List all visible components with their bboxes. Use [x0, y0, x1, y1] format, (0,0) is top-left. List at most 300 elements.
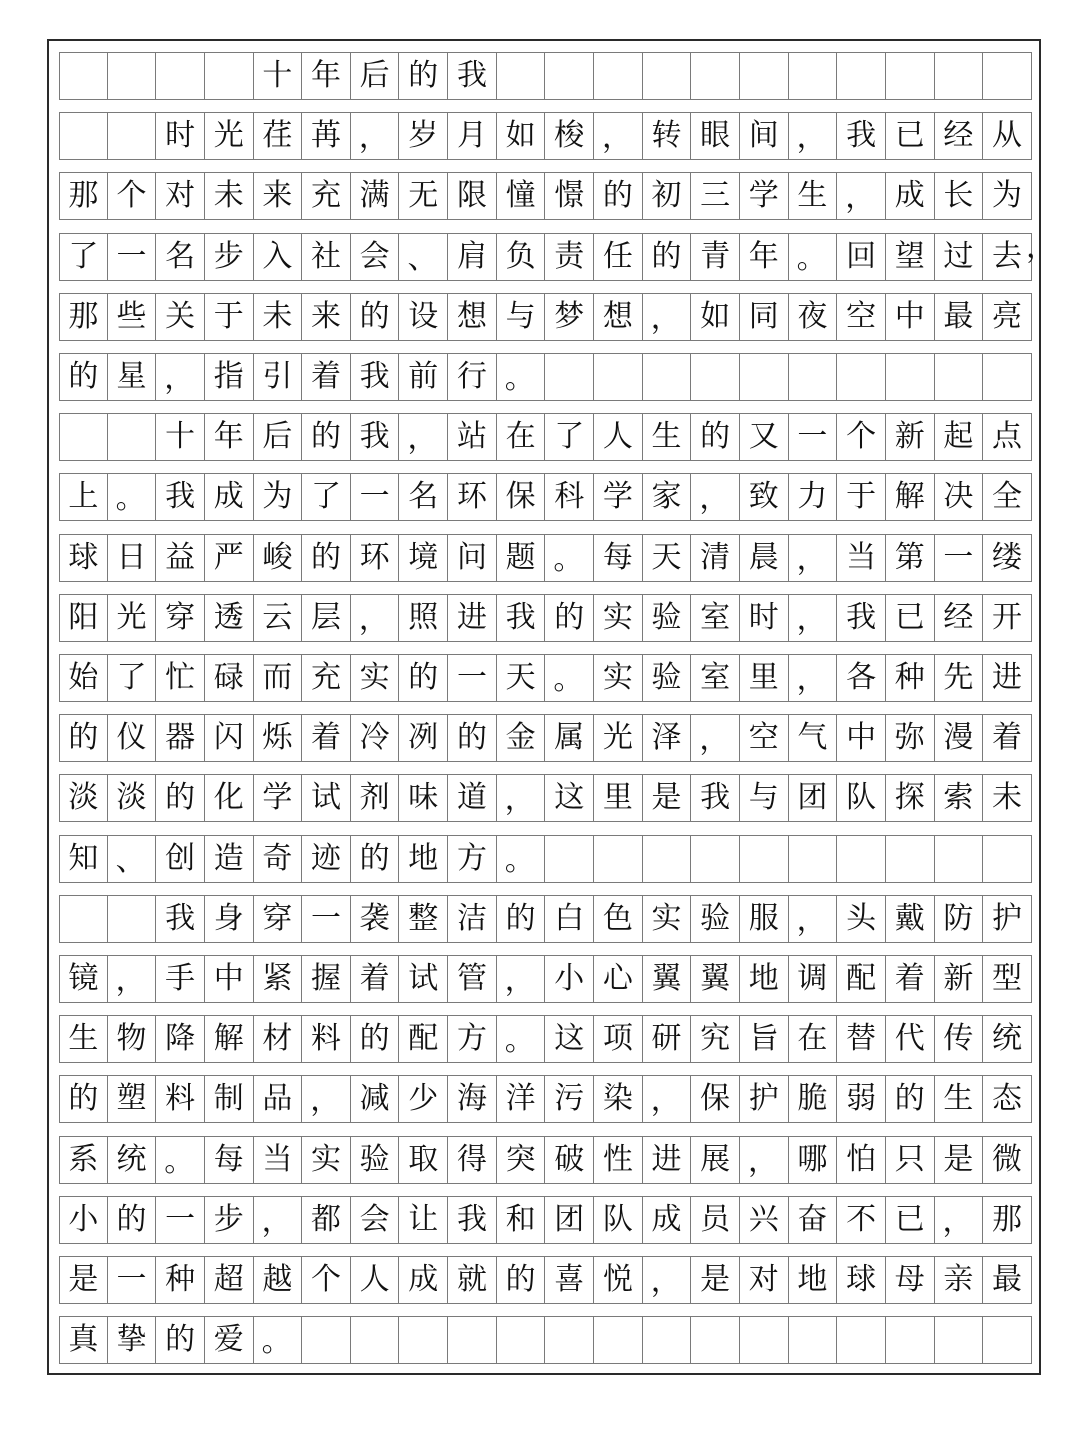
grid-cell: 中: [886, 293, 935, 341]
grid-cell: 球: [59, 534, 108, 582]
grid-cell: 前: [399, 353, 448, 401]
grid-cell: 为: [254, 473, 303, 521]
grid-cell: [789, 835, 838, 883]
grid-cell: 去: [983, 233, 1032, 281]
grid-row: [59, 1256, 1032, 1304]
grid-cell: 与: [740, 774, 789, 822]
grid-row: [59, 233, 1032, 281]
grid-cell: 母: [886, 1256, 935, 1304]
grid-cell: 实: [351, 654, 400, 702]
grid-cell: 决: [935, 473, 984, 521]
grid-cell: 的: [594, 172, 643, 220]
grid-cell: 的: [59, 1075, 108, 1123]
grid-cell: 设: [399, 293, 448, 341]
grid-cell: [789, 1316, 838, 1364]
grid-cell: 已: [886, 594, 935, 642]
grid-cell: ，: [254, 1196, 303, 1244]
grid-cell: 管: [448, 955, 497, 1003]
grid-cell: 一: [108, 1256, 157, 1304]
grid-cell: 室: [691, 654, 740, 702]
grid-cell: 名: [399, 473, 448, 521]
grid-cell: ，: [789, 112, 838, 160]
grid-cell: [935, 835, 984, 883]
grid-cell: 旨: [740, 1015, 789, 1063]
grid-cell: 着: [983, 714, 1032, 762]
grid-cell: 来: [254, 172, 303, 220]
grid-cell: 年: [740, 233, 789, 281]
grid-cell: 社: [302, 233, 351, 281]
grid-cell: 成: [643, 1196, 692, 1244]
grid-row: [59, 1136, 1032, 1184]
grid-cell: 限: [448, 172, 497, 220]
grid-cell: 保: [691, 1075, 740, 1123]
grid-cell: 进: [983, 654, 1032, 702]
grid-cell: 十: [156, 413, 205, 461]
grid-cell: 方: [448, 835, 497, 883]
grid-cell: 漫: [935, 714, 984, 762]
grid-row: [59, 1316, 1032, 1364]
grid-cell: [935, 1316, 984, 1364]
grid-cell: 在: [789, 1015, 838, 1063]
grid-cell: [740, 835, 789, 883]
grid-cell: 着: [302, 353, 351, 401]
grid-cell: 服: [740, 895, 789, 943]
grid-cell: [594, 835, 643, 883]
grid-cell: 里: [594, 774, 643, 822]
grid-cell: 已: [886, 112, 935, 160]
grid-cell: 的: [545, 594, 594, 642]
grid-cell: 冽: [399, 714, 448, 762]
grid-cell: 憧: [497, 172, 546, 220]
grid-cell: 题: [497, 534, 546, 582]
grid-cell: 的: [59, 353, 108, 401]
grid-cell: [691, 835, 740, 883]
grid-cell: 淡: [59, 774, 108, 822]
grid-cell: 境: [399, 534, 448, 582]
grid-cell: 的: [156, 1316, 205, 1364]
grid-cell: 造: [205, 835, 254, 883]
grid-cell: [545, 835, 594, 883]
grid-cell: [691, 52, 740, 100]
grid-row: [59, 714, 1032, 762]
grid-cell: 光: [108, 594, 157, 642]
grid-cell: 一: [156, 1196, 205, 1244]
grid-cell: 进: [448, 594, 497, 642]
grid-row: [59, 1075, 1032, 1123]
grid-cell: 透: [205, 594, 254, 642]
grid-cell: 不: [837, 1196, 886, 1244]
grid-cell: 个: [837, 413, 886, 461]
grid-cell: 替: [837, 1015, 886, 1063]
grid-cell: 降: [156, 1015, 205, 1063]
grid-cell: 实: [643, 895, 692, 943]
grid-cell: 新: [886, 413, 935, 461]
grid-cell: 握: [302, 955, 351, 1003]
grid-cell: [886, 1316, 935, 1364]
grid-cell: 弱: [837, 1075, 886, 1123]
grid-row: [59, 955, 1032, 1003]
grid-cell: ，: [935, 1196, 984, 1244]
grid-cell: 品: [254, 1075, 303, 1123]
grid-cell: 淡: [108, 774, 157, 822]
grid-cell: 道: [448, 774, 497, 822]
grid-cell: 脆: [789, 1075, 838, 1123]
grid-cell: 保: [497, 473, 546, 521]
grid-cell: [740, 52, 789, 100]
grid-cell: 初: [643, 172, 692, 220]
grid-cell: 荏: [254, 112, 303, 160]
grid-cell: [740, 1316, 789, 1364]
grid-cell: 忙: [156, 654, 205, 702]
grid-cell: 验: [351, 1136, 400, 1184]
grid-cell: [886, 835, 935, 883]
grid-cell: 整: [399, 895, 448, 943]
grid-cell: 长: [935, 172, 984, 220]
grid-cell: 关: [156, 293, 205, 341]
grid-cell: 我: [156, 895, 205, 943]
grid-cell: 。: [108, 473, 157, 521]
grid-cell: 后: [351, 52, 400, 100]
grid-cell: 层: [302, 594, 351, 642]
grid-cell: 。: [156, 1136, 205, 1184]
grid-cell: ，: [643, 293, 692, 341]
grid-cell: 了: [545, 413, 594, 461]
grid-cell: 与: [497, 293, 546, 341]
grid-cell: 月: [448, 112, 497, 160]
grid-cell: 解: [886, 473, 935, 521]
grid-cell: 行: [448, 353, 497, 401]
grid-cell: 着: [351, 955, 400, 1003]
grid-cell: 冷: [351, 714, 400, 762]
grid-cell: ，: [399, 413, 448, 461]
grid-cell: ，: [108, 955, 157, 1003]
grid-cell: 了: [108, 654, 157, 702]
grid-cell: [108, 895, 157, 943]
grid-cell: 青: [691, 233, 740, 281]
grid-cell: ，: [691, 473, 740, 521]
grid-cell: 物: [108, 1015, 157, 1063]
grid-cell: 的: [886, 1075, 935, 1123]
grid-cell: [59, 895, 108, 943]
grid-cell: 生: [935, 1075, 984, 1123]
grid-cell: 系: [59, 1136, 108, 1184]
grid-cell: 入: [254, 233, 303, 281]
grid-cell: 这: [545, 774, 594, 822]
grid-cell: [837, 52, 886, 100]
grid-cell: 验: [691, 895, 740, 943]
grid-cell: 的: [399, 52, 448, 100]
grid-cell: [886, 353, 935, 401]
grid-cell: 。: [545, 654, 594, 702]
grid-cell: 材: [254, 1015, 303, 1063]
grid-cell: 三: [691, 172, 740, 220]
grid-cell: 光: [594, 714, 643, 762]
grid-cell: 是: [643, 774, 692, 822]
grid-cell: 实: [594, 594, 643, 642]
grid-cell: ，: [351, 112, 400, 160]
grid-cell: 同: [740, 293, 789, 341]
grid-cell: 一: [789, 413, 838, 461]
grid-cell: 突: [497, 1136, 546, 1184]
grid-cell: 球: [837, 1256, 886, 1304]
grid-cell: 穿: [156, 594, 205, 642]
grid-row: [59, 835, 1032, 883]
grid-cell: 的: [302, 534, 351, 582]
grid-cell: 索: [935, 774, 984, 822]
grid-row: [59, 654, 1032, 702]
grid-cell: [59, 413, 108, 461]
grid-cell: 岁: [399, 112, 448, 160]
grid-cell: 晨: [740, 534, 789, 582]
grid-cell: 个: [302, 1256, 351, 1304]
grid-cell: [983, 52, 1032, 100]
grid-cell: 兴: [740, 1196, 789, 1244]
grid-cell: 穿: [254, 895, 303, 943]
grid-cell: 翼: [643, 955, 692, 1003]
grid-cell: 化: [205, 774, 254, 822]
grid-cell: 是: [691, 1256, 740, 1304]
grid-cell: 得: [448, 1136, 497, 1184]
grid-cell: 究: [691, 1015, 740, 1063]
grid-cell: [205, 52, 254, 100]
grid-row: [59, 52, 1032, 100]
grid-cell: 的: [351, 293, 400, 341]
grid-cell: 只: [886, 1136, 935, 1184]
grid-cell: 项: [594, 1015, 643, 1063]
grid-cell: 想: [594, 293, 643, 341]
grid-cell: 上: [59, 473, 108, 521]
grid-cell: ，: [789, 534, 838, 582]
grid-cell: 想: [448, 293, 497, 341]
grid-cell: 的: [643, 233, 692, 281]
grid-cell: [156, 52, 205, 100]
grid-cell: 经: [935, 112, 984, 160]
grid-cell: 仪: [108, 714, 157, 762]
grid-cell: 护: [740, 1075, 789, 1123]
grid-cell: 解: [205, 1015, 254, 1063]
grid-cell: 进: [643, 1136, 692, 1184]
grid-cell: 破: [545, 1136, 594, 1184]
grid-cell: 洁: [448, 895, 497, 943]
grid-cell: [594, 353, 643, 401]
grid-cell: [497, 1316, 546, 1364]
grid-cell: 起: [935, 413, 984, 461]
grid-cell: [448, 1316, 497, 1364]
grid-cell: 头: [837, 895, 886, 943]
grid-cell: 的: [156, 774, 205, 822]
grid-cell: ，: [302, 1075, 351, 1123]
grid-cell: 色: [594, 895, 643, 943]
grid-cell: 各: [837, 654, 886, 702]
grid-cell: 剂: [351, 774, 400, 822]
grid-cell: 爱: [205, 1316, 254, 1364]
grid-cell: [983, 1316, 1032, 1364]
grid-row: [59, 594, 1032, 642]
grid-cell: 少: [399, 1075, 448, 1123]
grid-cell: ，: [643, 1256, 692, 1304]
grid-cell: 弥: [886, 714, 935, 762]
grid-row: [59, 473, 1032, 521]
grid-cell: 实: [302, 1136, 351, 1184]
grid-cell: 个: [108, 172, 157, 220]
grid-cell: 烁: [254, 714, 303, 762]
grid-cell: 越: [254, 1256, 303, 1304]
grid-cell: 。: [545, 534, 594, 582]
grid-cell: 峻: [254, 534, 303, 582]
grid-cell: ，: [837, 172, 886, 220]
grid-cell: 于: [837, 473, 886, 521]
grid-cell: 配: [399, 1015, 448, 1063]
grid-cell: 方: [448, 1015, 497, 1063]
grid-cell: 任: [594, 233, 643, 281]
grid-cell: 年: [205, 413, 254, 461]
grid-cell: ，: [691, 714, 740, 762]
grid-row: [59, 534, 1032, 582]
grid-cell: 我: [448, 52, 497, 100]
grid-cell: 时: [740, 594, 789, 642]
grid-cell: 年: [302, 52, 351, 100]
grid-cell: 先: [935, 654, 984, 702]
grid-cell: 那: [59, 172, 108, 220]
grid-cell: 队: [837, 774, 886, 822]
grid-cell: 护: [983, 895, 1032, 943]
grid-cell: 对: [156, 172, 205, 220]
grid-cell: [691, 353, 740, 401]
grid-cell: 翼: [691, 955, 740, 1003]
grid-cell: 望: [886, 233, 935, 281]
grid-cell: 这: [545, 1015, 594, 1063]
grid-cell: 知: [59, 835, 108, 883]
grid-cell: 配: [837, 955, 886, 1003]
grid-cell: [837, 835, 886, 883]
grid-cell: 器: [156, 714, 205, 762]
grid-cell: 亲: [935, 1256, 984, 1304]
grid-cell: 态: [983, 1075, 1032, 1123]
grid-cell: 实: [594, 654, 643, 702]
grid-cell: [789, 353, 838, 401]
grid-cell: [837, 353, 886, 401]
grid-cell: 憬: [545, 172, 594, 220]
grid-cell: [643, 353, 692, 401]
grid-cell: [935, 52, 984, 100]
grid-cell: [594, 52, 643, 100]
grid-cell: 。: [254, 1316, 303, 1364]
grid-cell: 点: [983, 413, 1032, 461]
grid-cell: ，: [789, 654, 838, 702]
grid-cell: 种: [886, 654, 935, 702]
grid-cell: 的: [351, 835, 400, 883]
grid-cell: 间: [740, 112, 789, 160]
grid-cell: 属: [545, 714, 594, 762]
grid-cell: 中: [837, 714, 886, 762]
grid-cell: 的: [497, 895, 546, 943]
grid-cell: 探: [886, 774, 935, 822]
grid-cell: [59, 52, 108, 100]
grid-cell: 未: [254, 293, 303, 341]
grid-cell: 种: [156, 1256, 205, 1304]
grid-cell: ，: [789, 594, 838, 642]
grid-cell: 人: [351, 1256, 400, 1304]
grid-cell: 梦: [545, 293, 594, 341]
grid-cell: 着: [886, 955, 935, 1003]
grid-cell: 地: [789, 1256, 838, 1304]
grid-cell: ，: [789, 895, 838, 943]
grid-cell: 心: [594, 955, 643, 1003]
grid-cell: 和: [497, 1196, 546, 1244]
grid-cell: [886, 52, 935, 100]
grid-cell: 就: [448, 1256, 497, 1304]
grid-cell: 缕: [983, 534, 1032, 582]
grid-cell: 当: [837, 534, 886, 582]
grid-cell: ，: [643, 1075, 692, 1123]
grid-cell: 指: [205, 353, 254, 401]
grid-cell: 已: [886, 1196, 935, 1244]
grid-cell: 了: [302, 473, 351, 521]
grid-cell: 调: [789, 955, 838, 1003]
grid-cell: 站: [448, 413, 497, 461]
grid-cell: 挚: [108, 1316, 157, 1364]
grid-cell: 地: [399, 835, 448, 883]
grid-cell: 而: [254, 654, 303, 702]
grid-cell: 些: [108, 293, 157, 341]
grid-cell: 的: [691, 413, 740, 461]
grid-cell: 团: [789, 774, 838, 822]
grid-cell: [545, 1316, 594, 1364]
grid-cell: [59, 112, 108, 160]
grid-cell: 生: [643, 413, 692, 461]
grid-cell: 后: [254, 413, 303, 461]
grid-cell: 是: [59, 1256, 108, 1304]
grid-cell: 未: [205, 172, 254, 220]
grid-cell: 生: [59, 1015, 108, 1063]
grid-cell: 身: [205, 895, 254, 943]
grid-cell: 第: [886, 534, 935, 582]
grid-cell: 奋: [789, 1196, 838, 1244]
grid-cell: 充: [302, 172, 351, 220]
grid-cell: 步: [205, 1196, 254, 1244]
grid-cell: 超: [205, 1256, 254, 1304]
grid-cell: 那: [59, 293, 108, 341]
grid-cell: 名: [156, 233, 205, 281]
grid-cell: [935, 353, 984, 401]
grid-cell: 、: [108, 835, 157, 883]
grid-cell: [643, 835, 692, 883]
grid-cell: 统: [983, 1015, 1032, 1063]
grid-cell: 真: [59, 1316, 108, 1364]
grid-cell: 金: [497, 714, 546, 762]
grid-cell: 我: [156, 473, 205, 521]
grid-cell: 料: [302, 1015, 351, 1063]
grid-cell: [983, 835, 1032, 883]
grid-cell: 泽: [643, 714, 692, 762]
grid-cell: 减: [351, 1075, 400, 1123]
grid-cell: [643, 52, 692, 100]
grid-cell: 成: [205, 473, 254, 521]
grid-cell: 十: [254, 52, 303, 100]
grid-cell: 的: [399, 654, 448, 702]
grid-cell: [837, 1316, 886, 1364]
grid-cell: 塑: [108, 1075, 157, 1123]
grid-cell: 小: [59, 1196, 108, 1244]
grid-cell: 取: [399, 1136, 448, 1184]
grid-cell: 环: [351, 534, 400, 582]
grid-cell: 最: [935, 293, 984, 341]
grid-cell: 新: [935, 955, 984, 1003]
grid-row: [59, 1196, 1032, 1244]
grid-cell: 家: [643, 473, 692, 521]
grid-cell: 责: [545, 233, 594, 281]
grid-cell: 眼: [691, 112, 740, 160]
